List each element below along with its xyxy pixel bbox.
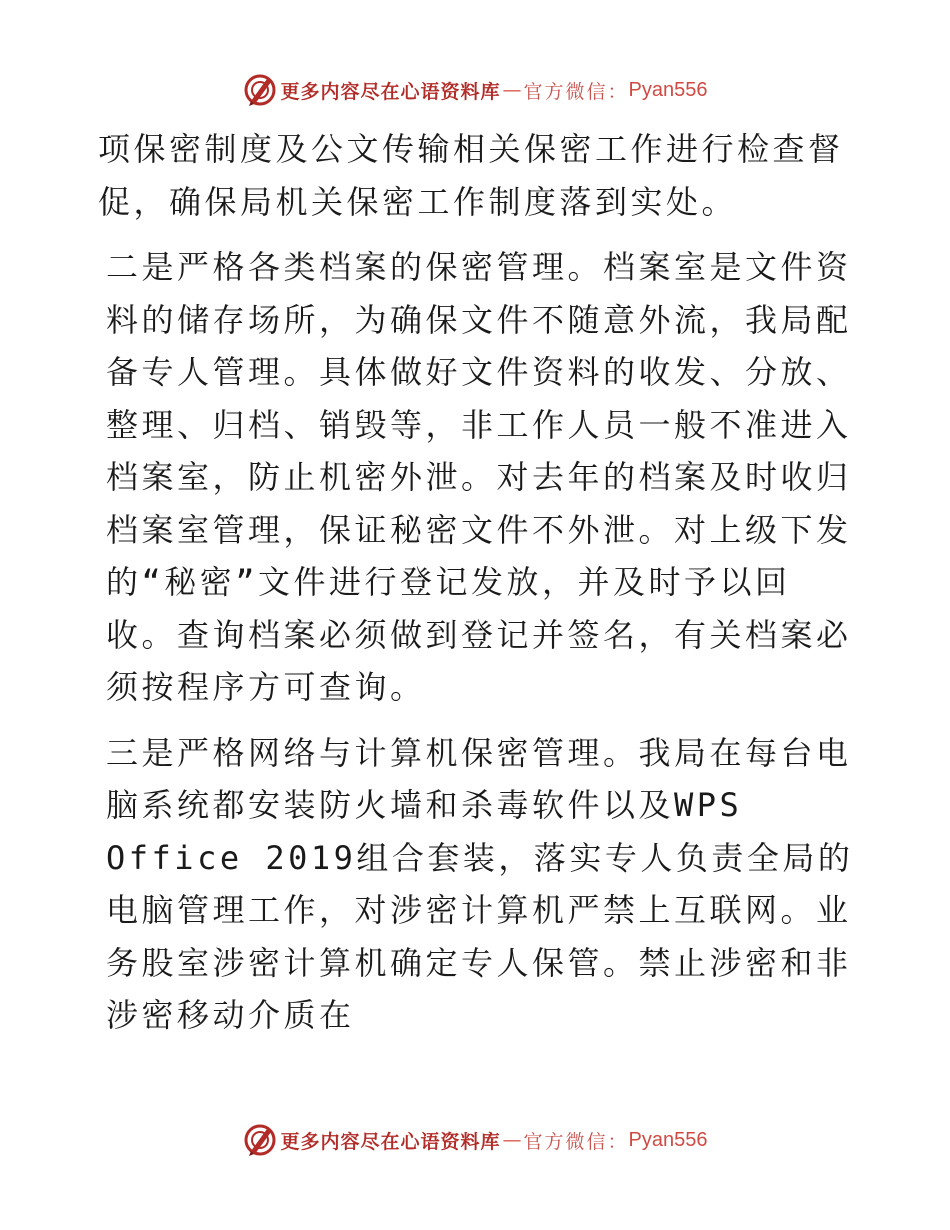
banner-site-text: 更多内容尽在心语资料库 — [280, 1130, 501, 1153]
banner-content — [243, 1123, 708, 1157]
document-body — [98, 123, 858, 1042]
banner-content — [243, 73, 708, 107]
header-watermark-banner — [0, 70, 950, 110]
paragraph-archive-management: 二是严格各类档案的保密管理。档案室是文件资料的储存场所，为确保文件不随意外流，我局配备专人管理。具体做好文件资料的收发、分放、整理、归档、销毁等，非工作人员一般不准进入档案室，防止机密外泄。对去年的档案及时收归档案室管理，保证秘密文件不外泄。对上级下发的“秘密”文件进行登记发放，并及时予以回收。查询档案必须做到登记并签名，有关档案必须按程序方可查询。 — [106, 248, 852, 706]
banner-wechat-id: Pyan556 — [628, 78, 708, 101]
banner-wechat-label: 官方微信： — [523, 80, 629, 103]
banner-site-text: 更多内容尽在心语资料库 — [280, 80, 501, 103]
footer-watermark-banner — [0, 1120, 950, 1160]
pen-circle-logo-icon — [243, 1123, 277, 1157]
banner-dash: — — [502, 79, 522, 101]
banner-dash: — — [502, 1129, 522, 1151]
paragraph-continued: 项保密制度及公文传输相关保密工作进行检查督促，确保局机关保密工作制度落到实处。 — [98, 130, 844, 221]
paragraph-network-management: 三是严格网络与计算机保密管理。我局在每台电脑系统都安装防火墙和杀毒软件以及WPS Office 2019组合套装，落实专人负责全局的电脑管理工作，对涉密计算机严禁上互联网。业务股室涉密计算机确定专人保管。禁止涉密和非涉密移动介质在 — [106, 733, 854, 1034]
banner-wechat-label: 官方微信： — [523, 1130, 629, 1153]
banner-wechat-id: Pyan556 — [628, 1128, 708, 1151]
pen-circle-logo-icon — [243, 73, 277, 107]
